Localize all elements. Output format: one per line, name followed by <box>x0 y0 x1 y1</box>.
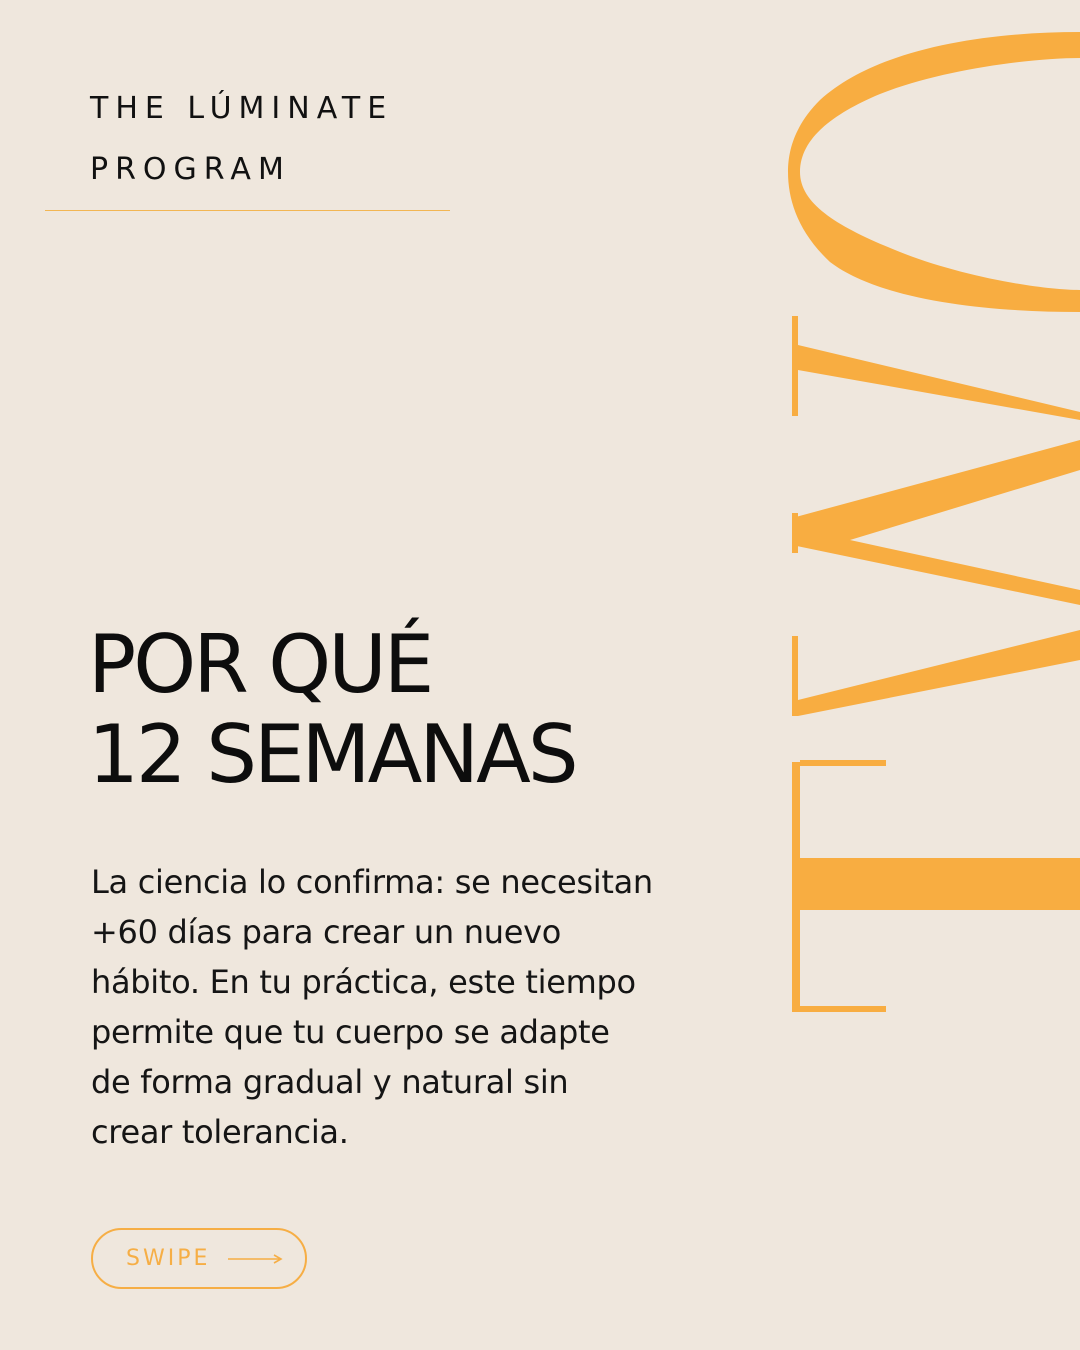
headline-line-2: 12 SEMANAS <box>88 708 576 801</box>
body-line: hábito. En tu práctica, este tiempo <box>91 963 636 1001</box>
body-line: crear tolerancia. <box>91 1113 349 1151</box>
brand-title <box>90 78 393 200</box>
divider-line <box>45 210 450 211</box>
arrow-right-icon <box>228 1252 284 1266</box>
headline <box>88 620 728 800</box>
body-line: +60 días para crear un nuevo <box>91 913 561 951</box>
brand-title-line-1: THE LÚMINATE <box>90 91 394 126</box>
body-paragraph <box>91 857 731 1157</box>
swipe-label: SWIPE <box>126 1246 211 1271</box>
body-line: La ciencia lo confirma: se necesitan <box>91 863 653 901</box>
swipe-button[interactable] <box>91 1228 307 1289</box>
body-line: de forma gradual y natural sin <box>91 1063 569 1101</box>
body-line: permite que tu cuerpo se adapte <box>91 1013 610 1051</box>
headline-line-1: POR QUÉ <box>88 618 432 711</box>
brand-title-line-2: PROGRAM <box>90 152 291 187</box>
